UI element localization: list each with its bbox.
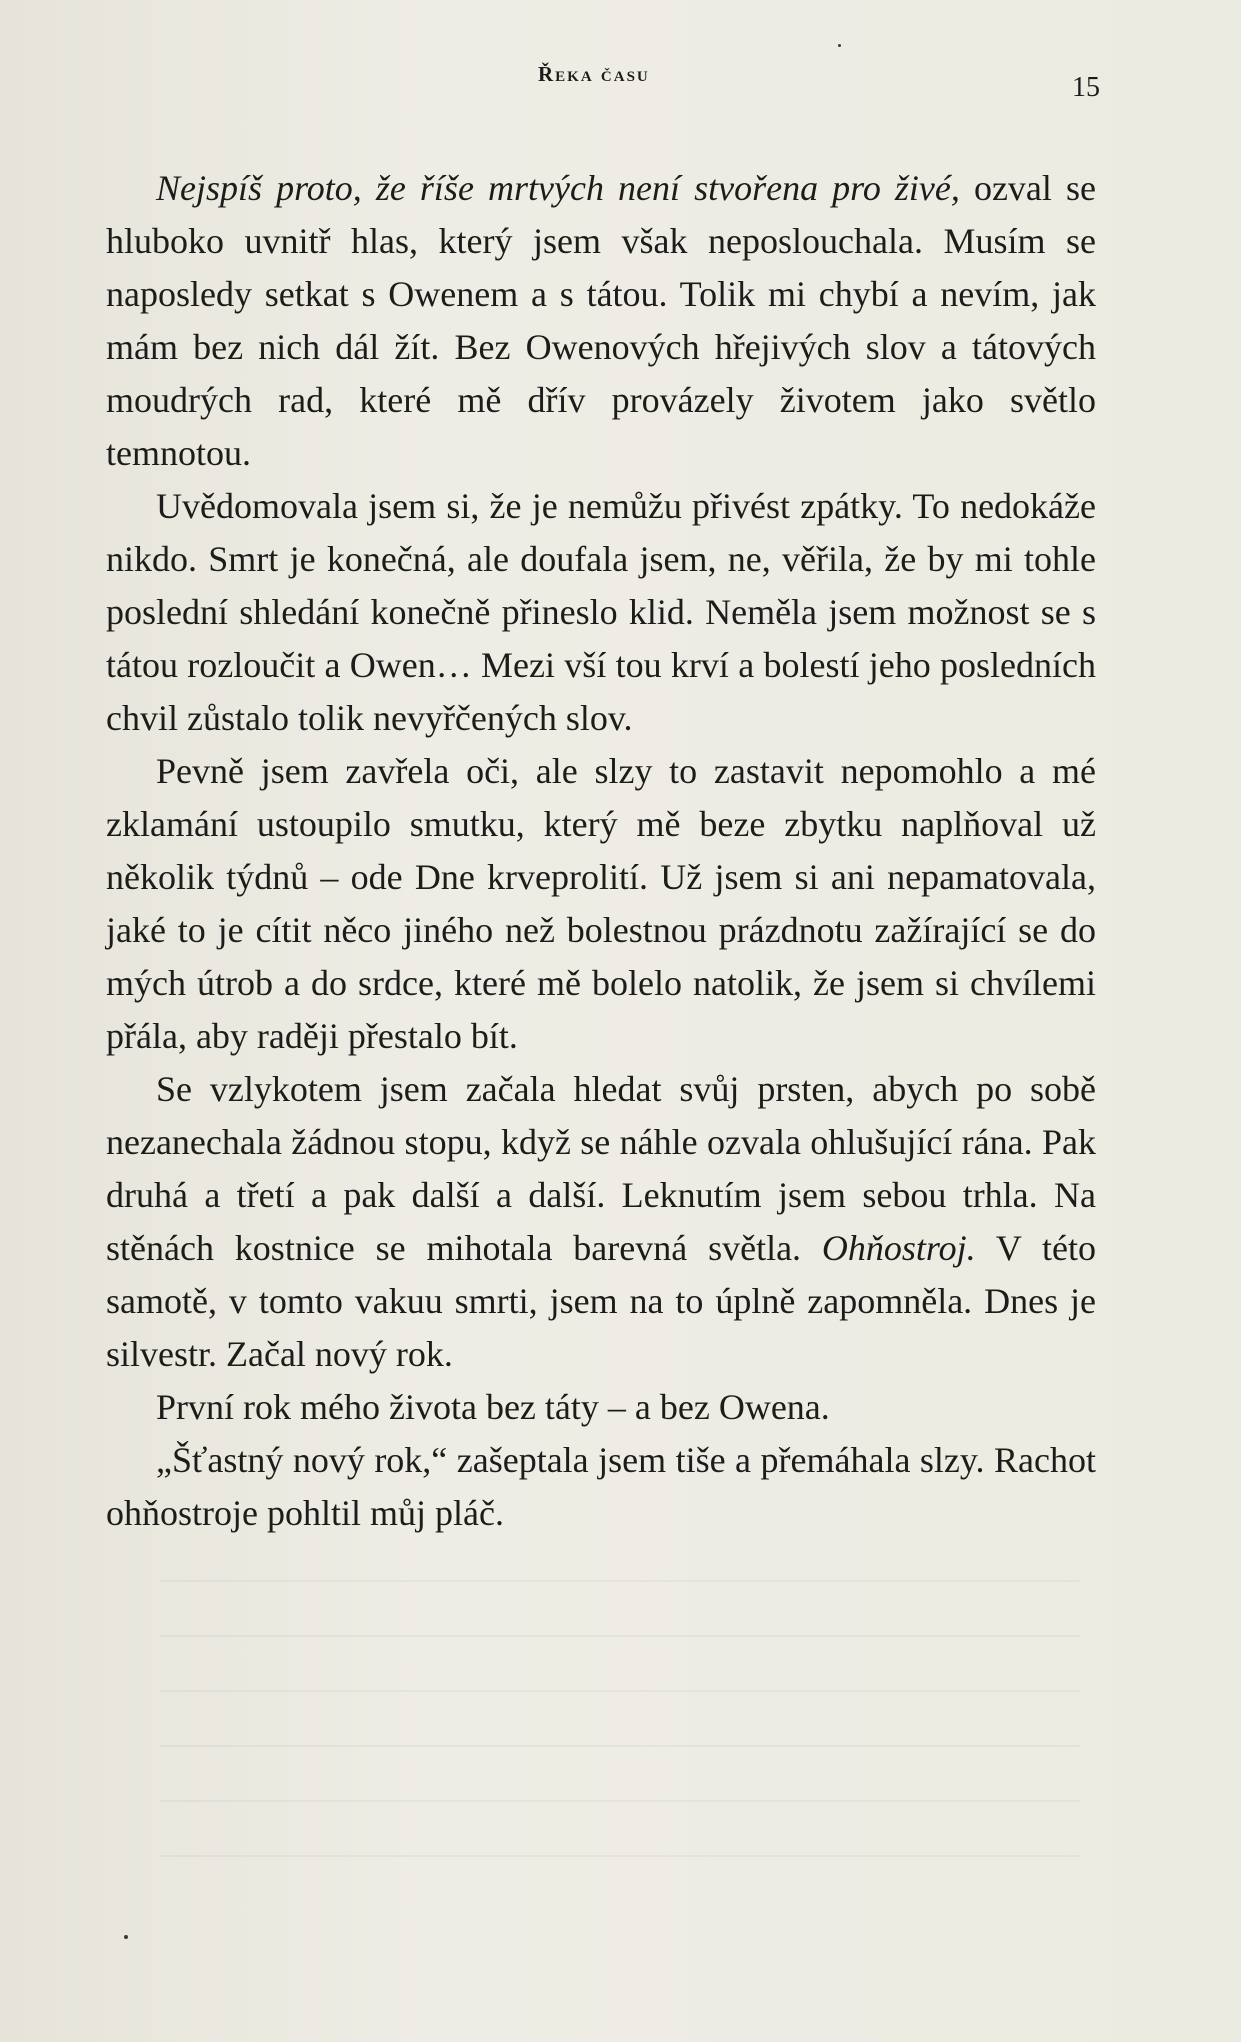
- show-through-line: [160, 1580, 1080, 1582]
- show-through-line: [160, 1745, 1080, 1747]
- show-through-line: [160, 1800, 1080, 1802]
- paragraph-4-text-after: V této samotě, v tomto vakuu smrti, jsem na to úplně zapomněla. Dnes je silvestr. Začal nový rok.: [106, 1228, 1097, 1374]
- show-through-line: [160, 1635, 1080, 1637]
- italic-word: Ohňostroj.: [821, 1228, 976, 1268]
- paragraph-1-text: ozval se hluboko uvnitř hlas, který jsem však neposlouchala. Musím se naposledy setkat s Owenem a s tátou. Tolik mi chybí a nevím, jak mám bez nich dál žít. Bez Owenových hřejivých slov a tátových moudrých rad, které mě dřív provázely životem jako světlo temnotou.: [106, 168, 1096, 473]
- body-text: [106, 162, 1096, 1540]
- dust-speck: [124, 1935, 128, 1939]
- page-number: 15: [1072, 72, 1100, 103]
- page-header: [0, 62, 1241, 102]
- running-title: Řeka času: [538, 62, 650, 86]
- dust-speck: [838, 44, 841, 47]
- italic-thought: Nejspíš proto, že říše mrtvých není stvořena pro živé,: [156, 168, 960, 208]
- paragraph-3: Pevně jsem zavřela oči, ale slzy to zastavit nepomohlo a mé zklamání ustoupilo smutku, který mě beze zbytku naplňoval už několik týdnů – ode Dne krveprolití. Už jsem si ani nepamatovala, jaké to je cítit něco jiného než bolestnou prázdnotu zažírající se do mých útrob a do srdce, které mě bolelo natolik, že jsem si chvílemi přála, aby raději přestalo bít.: [106, 751, 1096, 1056]
- paragraph-5: První rok mého života bez táty – a bez Owena.: [156, 1387, 830, 1427]
- show-through-line: [160, 1855, 1080, 1857]
- paragraph-1: [106, 162, 1096, 480]
- show-through-line: [160, 1690, 1080, 1692]
- paragraph-4: [106, 1063, 1096, 1381]
- paragraph-2: Uvědomovala jsem si, že je nemůžu přivést zpátky. To nedokáže nikdo. Smrt je konečná, ale doufala jsem, ne, věřila, že by mi tohle poslední shledání konečně přineslo klid. Neměla jsem možnost se s tátou rozloučit a Owen… Mezi vší tou krví a bolestí jeho posledních chvil zůstalo tolik nevyřčených slov.: [106, 486, 1096, 738]
- paragraph-4-text-before: Se vzlykotem jsem začala hledat svůj prsten, abych po sobě nezanechala žádnou stopu, když se náhle ozvala ohlušující rána. Pak druhá a třetí a pak další a další. Leknutím jsem sebou trhla. Na stěnách kostnice se mihotala barevná světla.: [106, 1069, 1096, 1268]
- paragraph-6: „Šťastný nový rok,“ zašeptala jsem tiše a přemáhala slzy. Rachot ohňostroje pohltil můj pláč.: [106, 1440, 1096, 1533]
